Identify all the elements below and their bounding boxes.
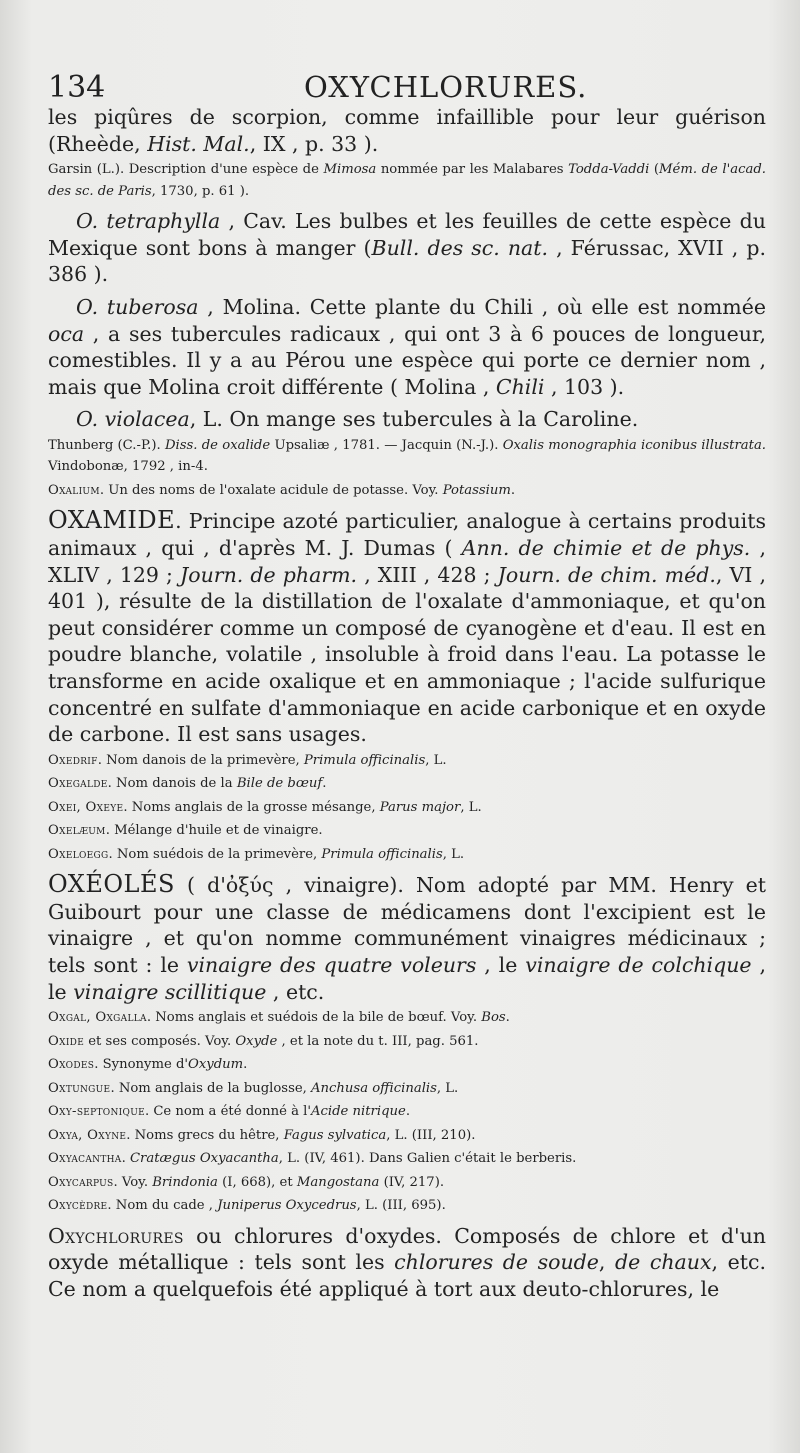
- italic-text: de chaux: [615, 1250, 712, 1275]
- text-segment: , 103 ).: [544, 374, 625, 399]
- note-paragraph: [48, 1007, 766, 1029]
- italic-text: vinaigre de colchique: [525, 953, 752, 978]
- italic-text: Potassium: [442, 482, 511, 498]
- text-segment: . Noms anglais et suédois de la bile de bœuf. Voy.: [146, 1010, 482, 1026]
- text-segment: et ses composés. Voy.: [84, 1033, 236, 1049]
- italic-text: Ann. de chimie et de phys.: [461, 536, 751, 561]
- text-segment: Vindobonæ, 1792 , in-4.: [48, 459, 208, 475]
- text-segment: . Ce nom a été donné à l': [144, 1104, 311, 1120]
- note-paragraph: [48, 1054, 766, 1076]
- text-segment: , et la note du t. III, pag. 561.: [277, 1033, 479, 1049]
- text-segment: . Noms anglais de la grosse mésange,: [123, 799, 380, 815]
- entry-smallcaps: Oxy-septonique: [48, 1104, 145, 1120]
- text-paragraph: [48, 406, 766, 433]
- entry-smallcaps: Oxide: [48, 1033, 85, 1049]
- text-segment: . Synonyme d': [94, 1057, 189, 1073]
- text-segment: . Nom danois de la: [107, 776, 237, 792]
- italic-text: Oxyde: [235, 1033, 278, 1049]
- text-segment: . Nom suédois de la primevère,: [108, 846, 322, 862]
- note-paragraph: [48, 773, 766, 795]
- note-paragraph: [48, 1172, 766, 1194]
- text-segment: . Mélange d'huile et de vinaigre.: [105, 823, 323, 839]
- text-paragraph: [48, 208, 766, 288]
- note-paragraph: [48, 844, 766, 866]
- italic-text: Parus major: [379, 799, 461, 815]
- text-segment: Upsaliæ , 1781. — Jacquin (N.-J.).: [270, 437, 503, 453]
- text-segment: . Nom du cade ,: [107, 1198, 218, 1214]
- text-segment: , etc.: [266, 979, 325, 1004]
- italic-text: Anchusa officinalis: [311, 1080, 437, 1096]
- note-paragraph: [48, 159, 766, 202]
- italic-text: Mangostana: [296, 1174, 380, 1190]
- italic-text: Juniperus Oxycedrus: [217, 1198, 357, 1214]
- text-segment: ou chlorures d'oxydes. Composés de chlore et d'un oxyde métallique : tels sont les: [48, 1223, 766, 1275]
- note-paragraph: [48, 435, 766, 478]
- italic-text: Primula officinalis: [303, 752, 426, 768]
- italic-text: O. tetraphylla: [76, 209, 221, 234]
- text-segment: . Voy.: [113, 1174, 153, 1190]
- italic-text: Diss. de oxalide: [164, 437, 271, 453]
- text-segment: , L.: [425, 752, 447, 768]
- text-segment: .: [322, 776, 327, 792]
- text-segment: les piqûres de scorpion, comme infaillible pour leur guérison (Rheède,: [48, 105, 766, 156]
- text-segment: , Molina. Cette plante du Chili , où elle est nommée: [198, 294, 766, 319]
- note-paragraph: [48, 1101, 766, 1123]
- page-body: [48, 104, 766, 1303]
- italic-text: vinaigre des quatre voleurs: [186, 953, 477, 978]
- text-segment: , L. (IV, 461). Dans Galien c'était le berberis.: [278, 1151, 577, 1167]
- note-paragraph: [48, 820, 766, 842]
- text-segment: (IV, 217).: [379, 1174, 445, 1190]
- entry-smallcaps: Oxycarpus: [48, 1174, 114, 1190]
- italic-text: chlorures de soude: [394, 1250, 599, 1275]
- entry-smallcaps: Oxedrif: [48, 752, 98, 768]
- text-segment: . Nom danois de la primevère,: [97, 752, 304, 768]
- text-segment: , Férussac, XVII , p. 386 ).: [48, 235, 766, 287]
- text-paragraph: [48, 1223, 766, 1303]
- text-segment: (: [649, 162, 660, 178]
- entry-smallcaps: Oxelæum: [48, 823, 106, 839]
- text-segment: , L. On mange ses tubercules à la Caroline.: [189, 407, 639, 432]
- note-paragraph: [48, 750, 766, 772]
- text-segment: .: [243, 1057, 248, 1073]
- text-segment: , etc. Ce nom a quelquefois été appliqué à tort aux deuto-chlorures, le: [48, 1250, 766, 1301]
- italic-text: Oxydum: [188, 1057, 244, 1073]
- italic-text: O. violacea: [76, 407, 190, 432]
- entry-headword: OXÉOLÉS: [48, 870, 175, 899]
- italic-text: Hist. Mal.: [147, 131, 250, 156]
- text-segment: . Un des noms de l'oxalate acidule de potasse. Voy.: [99, 482, 443, 498]
- italic-text: Mém. de l'acad. des sc. de Paris: [48, 162, 766, 199]
- text-segment: , le: [476, 953, 526, 978]
- text-segment: , L.: [436, 1080, 459, 1096]
- text-segment: . Nom anglais de la buglosse,: [110, 1080, 312, 1096]
- text-segment: nommée par les Malabares: [376, 162, 569, 178]
- text-segment: , L.: [460, 799, 482, 815]
- note-paragraph: [48, 1125, 766, 1147]
- italic-text: Acide nitrique: [310, 1104, 406, 1120]
- note-paragraph: [48, 1148, 766, 1170]
- entry-smallcaps: Oxegalde: [48, 776, 108, 792]
- text-paragraph: [48, 507, 766, 747]
- text-segment: , L. (III, 210).: [386, 1127, 476, 1143]
- text-paragraph: [48, 871, 766, 1005]
- text-segment: , 1730, p. 61 ).: [151, 183, 250, 199]
- italic-text: Bile de bœuf: [236, 776, 323, 792]
- text-segment: , a ses tubercules radicaux , qui ont 3 à 6 pouces de longueur, comestibles. Il y a au Pérou une espèce qui porte ce dernier nom , mais que Molina croit différente ( Molina ,: [48, 321, 766, 399]
- text-segment: , VI , 401 ), résulte de la distillation de l'oxalate d'ammoniaque, et qu'on peut considérer comme un composé de cyanogène et d'eau. Il est en poudre blanche, volatile , insoluble à froid dans l'eau. La potasse le transforme en acide oxalique et en ammoniaque ; l'acide sulfurique concentré en sulfate d'ammoniaque en acide carbonique et en oxyde de carbone. Il est sans usages.: [48, 562, 767, 747]
- note-paragraph: [48, 797, 766, 819]
- italic-text: Fagus sylvatica: [283, 1127, 387, 1143]
- text-segment: , le: [48, 953, 766, 1004]
- italic-text: vinaigre scillitique: [73, 979, 267, 1004]
- text-paragraph: [48, 104, 766, 157]
- italic-text: Chili: [495, 374, 545, 399]
- italic-text: Todda-Vaddi: [568, 162, 650, 178]
- entry-smallcaps: Oxgal, Oxgalla: [48, 1010, 147, 1026]
- text-segment: (I, 668), et: [217, 1174, 297, 1190]
- entry-smallcaps: Oxodes: [48, 1057, 95, 1073]
- italic-text: Journ. de chim. méd.: [497, 562, 716, 587]
- text-paragraph: [48, 294, 766, 400]
- entry-smallcaps: Oxycèdre: [48, 1198, 108, 1214]
- note-paragraph: [48, 1031, 766, 1053]
- entry-headword: OXAMIDE: [48, 506, 176, 535]
- text-segment: . Principe azoté particulier, analogue à certains produits animaux , qui , d'après M. J. Dumas (: [48, 509, 766, 561]
- text-segment: Thunberg (C.-P.).: [48, 437, 165, 453]
- text-segment: , XLIV , 129 ;: [48, 536, 766, 587]
- entry-smallcaps: Oxya, Oxyne: [48, 1127, 127, 1143]
- italic-text: O. tuberosa: [76, 294, 199, 319]
- entry-smallcaps: Oxyacantha: [48, 1151, 122, 1167]
- note-paragraph: [48, 480, 766, 502]
- entry-smallcaps: Oxeloegg: [48, 846, 109, 862]
- text-segment: .: [510, 482, 516, 498]
- text-segment: , XIII , 428 ;: [357, 562, 498, 587]
- entry-smallcaps: Oxtungue: [48, 1080, 111, 1096]
- text-segment: .: [405, 1104, 411, 1120]
- italic-text: oca: [48, 321, 85, 346]
- entry-smallcaps: Oxalium: [48, 482, 100, 498]
- page-number: 134: [48, 70, 106, 105]
- text-segment: , Cav. Les bulbes et les feuilles de cette espèce du Mexique sont bons à manger (: [48, 209, 766, 260]
- entry-smallcaps: Oxychlorures: [48, 1223, 184, 1248]
- italic-text: Oxalis monographia iconibus illustrata.: [502, 437, 766, 453]
- text-segment: .: [121, 1151, 130, 1167]
- italic-text: Primula officinalis: [321, 846, 443, 862]
- text-segment: , L. (III, 695).: [356, 1198, 446, 1214]
- text-segment: ( d'ὀξύς , vinaigre). Nom adopté par MM. Henry et Guibourt pour une classe de médicamens dont l'excipient est le vinaigre , et qu'on nomme communément vinaigres médicinaux ; tels sont : le: [48, 873, 766, 978]
- running-title: OXYCHLORURES.: [304, 70, 588, 104]
- entry-smallcaps: Oxei, Oxeye: [48, 799, 124, 815]
- italic-text: Bos: [481, 1010, 506, 1026]
- italic-text: Journ. de pharm.: [180, 562, 358, 587]
- text-segment: Garsin (L.). Description d'une espèce de: [48, 162, 324, 178]
- italic-text: Cratægus Oxyacantha: [129, 1151, 279, 1167]
- text-segment: . Noms grecs du hêtre,: [126, 1127, 284, 1143]
- note-paragraph: [48, 1195, 766, 1217]
- italic-text: Brindonia: [152, 1174, 218, 1190]
- note-paragraph: [48, 1078, 766, 1100]
- text-segment: , L.: [442, 846, 465, 862]
- text-segment: ,: [598, 1250, 616, 1275]
- italic-text: Mimosa: [323, 162, 377, 178]
- text-segment: .: [505, 1010, 510, 1026]
- italic-text: Bull. des sc. nat.: [371, 235, 549, 260]
- text-segment: , IX , p. 33 ).: [249, 131, 379, 156]
